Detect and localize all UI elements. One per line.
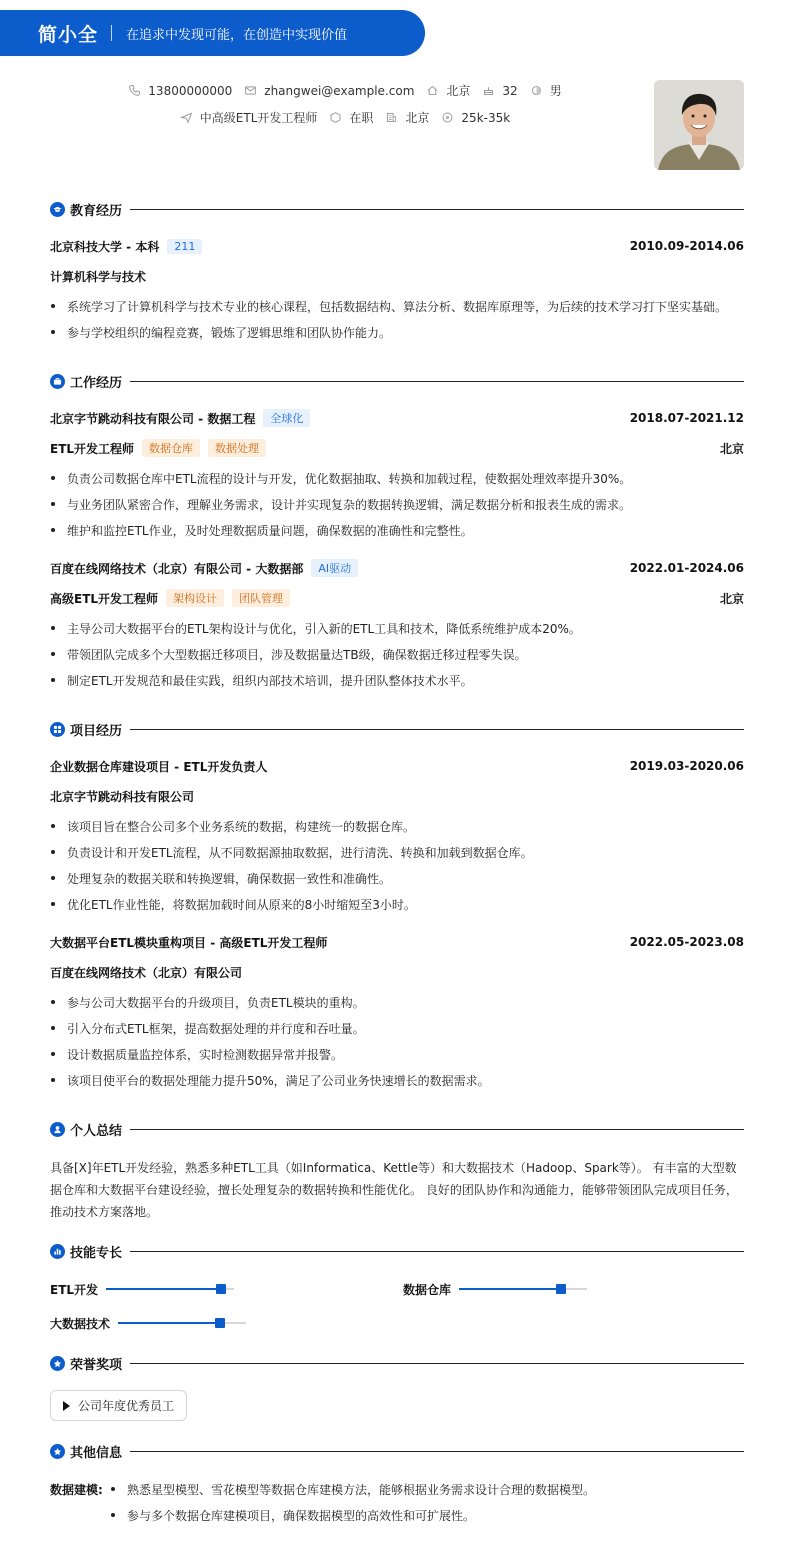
- salary-value: 25k-35k: [461, 110, 511, 125]
- work-company-row: [50, 559, 744, 577]
- section-divider: [130, 381, 744, 382]
- contact-email: [244, 84, 414, 98]
- list-item: 设计数据质量监控体系，实时检测数据异常并报警。: [50, 1046, 744, 1063]
- gender-icon: [530, 84, 543, 97]
- job-tag: 数据处理: [208, 439, 266, 457]
- education-row: [50, 237, 744, 255]
- job-tag: 架构设计: [166, 589, 224, 607]
- project-name: 大数据平台ETL模块重构项目 - 高级ETL开发工程师: [50, 935, 328, 950]
- intent-salary: [441, 111, 510, 125]
- school-tag: 211: [167, 239, 202, 254]
- phone-icon: [128, 84, 141, 97]
- section-divider: [130, 1251, 744, 1252]
- project-org-row: [50, 963, 744, 981]
- list-item: 熟悉星型模型、雪花模型等数据仓库建模方法，能够根据业务需求设计合理的数据模型。: [110, 1481, 595, 1498]
- list-item: 参与学校组织的编程竞赛，锻炼了逻辑思维和团队协作能力。: [50, 324, 744, 341]
- bar-chart-icon: [50, 1244, 65, 1259]
- section-title: 项目经历: [70, 723, 123, 739]
- section-divider: [130, 209, 744, 210]
- list-item: 引入分布式ETL框架，提高数据处理的并行度和吞吐量。: [50, 1020, 744, 1037]
- intent-status: [329, 109, 373, 126]
- company-name: 北京字节跳动科技有限公司 - 数据工程: [50, 411, 256, 426]
- briefcase-icon: [50, 374, 65, 389]
- skill-knob: [215, 1318, 225, 1328]
- skill-bar: [106, 1288, 234, 1290]
- intent-position: [180, 109, 318, 126]
- skill-fill: [459, 1288, 561, 1290]
- list-item: 带领团队完成多个大型数据迁移项目，涉及数据量达TB级，确保数据迁移过程零失误。: [50, 646, 744, 663]
- section-awards: [50, 1354, 744, 1372]
- project-name: 企业数据仓库建设项目 - ETL开发负责人: [50, 759, 268, 774]
- school-name: 北京科技大学 - 本科: [50, 239, 160, 254]
- list-item: 与业务团队紧密合作，理解业务需求，设计并实现复杂的数据转换逻辑，满足数据分析和报表生成的需求。: [50, 496, 744, 513]
- work-location: 北京: [719, 591, 744, 606]
- send-icon: [180, 111, 193, 124]
- intent-city: [385, 109, 429, 126]
- award-name: 公司年度优秀员工: [78, 1399, 175, 1413]
- skill-bar: [459, 1288, 587, 1290]
- status-icon: [329, 111, 342, 124]
- skill-name: 大数据技术: [50, 1316, 111, 1331]
- skill-name: 数据仓库: [403, 1282, 452, 1297]
- user-icon: [50, 1122, 65, 1137]
- section-title: 个人总结: [70, 1123, 123, 1139]
- section-work: [50, 372, 744, 390]
- project-org: 百度在线网络技术（北京）有限公司: [50, 965, 243, 980]
- candidate-name: 简小全: [38, 23, 99, 46]
- project-date: 2019.03-2020.06: [629, 759, 744, 773]
- list-item: 优化ETL作业性能，将数据加载时间从原来的8小时缩短至3小时。: [50, 896, 744, 913]
- section-title: 技能专长: [70, 1245, 123, 1261]
- list-item: 参与公司大数据平台的升级项目，负责ETL模块的重构。: [50, 994, 744, 1011]
- medal-icon: [50, 1356, 65, 1371]
- list-item: 系统学习了计算机科学与技术专业的核心课程，包括数据结构、算法分析、数据库原理等，为后续的技术学习打下坚实基础。: [50, 298, 744, 315]
- section-title: 其他信息: [70, 1445, 123, 1461]
- section-title: 荣誉奖项: [70, 1357, 123, 1373]
- company-tag: 全球化: [263, 409, 310, 427]
- info-icon: [50, 1444, 65, 1459]
- list-item: 负责设计和开发ETL流程，从不同数据源抽取数据，进行清洗、转换和加载到数据仓库。: [50, 844, 744, 861]
- skill-item: [403, 1280, 587, 1298]
- section-skills: [50, 1242, 744, 1260]
- home-icon: [426, 84, 439, 97]
- list-item: 负责公司数据仓库中ETL流程的设计与开发，优化数据抽取、转换和加载过程，使数据处理效率提升30%。: [50, 470, 744, 487]
- skill-item: [50, 1280, 234, 1298]
- summary-text: 具备[X]年ETL开发经验，熟悉多种ETL工具（如Informatica、Kettle等）和大数据技术（Hadoop、Spark等）。 有丰富的大型数据仓库和大数据平台建设经验，擅长处理复杂的数据转换和性能优化。 良好的团队协作和沟通能力，能够带领团队完成项目任务，推动技术方案落地。: [50, 1161, 738, 1219]
- section-education: [50, 200, 744, 218]
- skill-knob: [556, 1284, 566, 1294]
- age-value: 32: [502, 83, 518, 98]
- award-item: [50, 1390, 187, 1421]
- contact-line: [0, 82, 690, 99]
- list-item: 该项目使平台的数据处理能力提升50%，满足了公司业务快速增长的数据需求。: [50, 1072, 744, 1089]
- job-tag: 数据仓库: [142, 439, 200, 457]
- company-tag: AI驱动: [311, 559, 358, 577]
- section-summary: [50, 1120, 744, 1138]
- contact-gender: [530, 82, 562, 99]
- project-date: 2022.05-2023.08: [629, 935, 744, 949]
- position-value: 中高级ETL开发工程师: [199, 111, 318, 125]
- building-icon: [385, 111, 398, 124]
- skill-knob: [216, 1284, 226, 1294]
- skill-name: ETL开发: [50, 1282, 99, 1297]
- salary-icon: [441, 111, 454, 124]
- education-date: 2010.09-2014.06: [629, 239, 744, 253]
- education-major-row: [50, 267, 744, 285]
- work-title-row: [50, 589, 744, 607]
- grid-icon: [50, 722, 65, 737]
- section-title: 工作经历: [70, 375, 123, 391]
- project-org: 北京字节跳动科技有限公司: [50, 789, 195, 804]
- phone-value: 13800000000: [148, 83, 233, 98]
- work-location: 北京: [719, 441, 744, 456]
- project-row: [50, 933, 744, 951]
- skill-fill: [118, 1322, 220, 1324]
- section-divider: [130, 1451, 744, 1452]
- job-title: 高级ETL开发工程师: [50, 591, 159, 606]
- work-date: 2022.01-2024.06: [629, 561, 744, 575]
- avatar: [654, 80, 744, 170]
- play-icon: [63, 1401, 70, 1411]
- email-value: zhangwei@example.com: [264, 83, 415, 98]
- list-item: 维护和监控ETL作业，及时处理数据质量问题，确保数据的准确性和完整性。: [50, 522, 744, 539]
- contact-age: [482, 84, 517, 98]
- graduation-cap-icon: [50, 202, 65, 217]
- cake-icon: [482, 84, 495, 97]
- work-company-row: [50, 409, 744, 427]
- gender-value: 男: [549, 84, 562, 98]
- section-divider: [130, 1129, 744, 1130]
- section-projects: [50, 720, 744, 738]
- work-date: 2018.07-2021.12: [629, 411, 744, 425]
- list-item: 处理复杂的数据关联和转换逻辑，确保数据一致性和准确性。: [50, 870, 744, 887]
- intent-city-value: 北京: [405, 111, 430, 125]
- company-name: 百度在线网络技术（北京）有限公司 - 大数据部: [50, 561, 304, 576]
- major: 计算机科学与技术: [50, 269, 147, 284]
- job-title: ETL开发工程师: [50, 441, 135, 456]
- job-tag: 团队管理: [232, 589, 290, 607]
- mail-icon: [244, 84, 257, 97]
- project-org-row: [50, 787, 744, 805]
- contact-city: [426, 82, 470, 99]
- section-divider: [130, 1363, 744, 1364]
- status-value: 在职: [349, 111, 374, 125]
- section-other: [50, 1442, 744, 1460]
- list-item: 参与多个数据仓库建模项目，确保数据模型的高效性和可扩展性。: [110, 1507, 475, 1524]
- other-label: 数据建模:: [50, 1483, 103, 1497]
- intent-line: [0, 109, 690, 126]
- section-title: 教育经历: [70, 203, 123, 219]
- project-row: [50, 757, 744, 775]
- contact-phone: [128, 84, 232, 98]
- list-item: 制定ETL开发规范和最佳实践，组织内部技术培训，提升团队整体技术水平。: [50, 672, 744, 689]
- section-divider: [130, 729, 744, 730]
- banner-divider: [111, 25, 112, 41]
- city-value: 北京: [446, 84, 471, 98]
- skill-item: [50, 1314, 246, 1332]
- motto: 在追求中发现可能，在创造中实现价值: [126, 27, 348, 43]
- skill-fill: [106, 1288, 221, 1290]
- list-item: 主导公司大数据平台的ETL架构设计与优化，引入新的ETL工具和技术，降低系统维护成本20%。: [50, 620, 744, 637]
- name-banner: [0, 10, 425, 56]
- skill-bar: [118, 1322, 246, 1324]
- work-title-row: [50, 439, 744, 457]
- list-item: 该项目旨在整合公司多个业务系统的数据，构建统一的数据仓库。: [50, 818, 744, 835]
